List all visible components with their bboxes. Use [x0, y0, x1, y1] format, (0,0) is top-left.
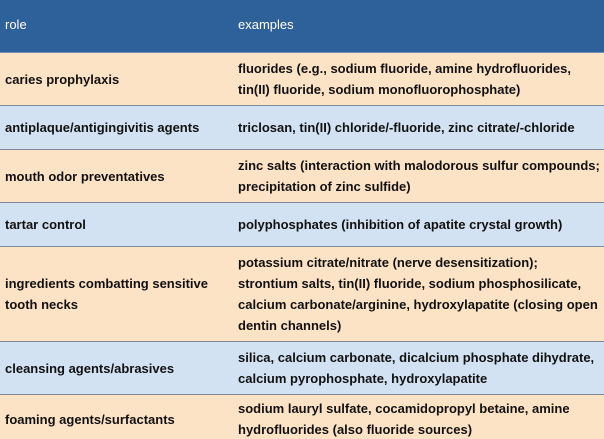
examples-cell: silica, calcium carbonate, dicalcium phosphate dihydrate, calcium pyrophosphate, hydroxylapatite [233, 342, 604, 395]
table-row [0, 53, 604, 106]
examples-cell: potassium citrate/nitrate (nerve desensitization); strontium salts, tin(II) fluoride, sodium phosphosilicate, calcium carbonate/arginine, hydroxylapatite (closing open dentin channels) [233, 247, 604, 342]
table-row [0, 247, 604, 342]
examples-cell: zinc salts (interaction with malodorous sulfur compounds; precipitation of zinc sulfide) [233, 150, 604, 203]
table-body [0, 53, 604, 439]
table-row [0, 150, 604, 203]
table-header [0, 0, 604, 53]
role-cell: foaming agents/surfactants [0, 395, 233, 439]
header-row [0, 0, 604, 53]
table-row [0, 106, 604, 150]
examples-cell: fluorides (e.g., sodium fluoride, amine hydrofluorides, tin(II) fluoride, sodium monofluorophosphate) [233, 53, 604, 106]
examples-cell: sodium lauryl sulfate, cocamidopropyl betaine, amine hydrofluorides (also fluoride sources) [233, 395, 604, 439]
table-row [0, 395, 604, 439]
role-cell: caries prophylaxis [0, 53, 233, 106]
role-cell: tartar control [0, 203, 233, 247]
role-cell: cleansing agents/abrasives [0, 342, 233, 395]
header-examples: examples [233, 0, 604, 53]
role-cell: antiplaque/antigingivitis agents [0, 106, 233, 150]
examples-cell: polyphosphates (inhibition of apatite crystal growth) [233, 203, 604, 247]
role-cell: ingredients combatting sensitive tooth necks [0, 247, 233, 342]
table-row [0, 203, 604, 247]
role-cell: mouth odor preventatives [0, 150, 233, 203]
header-role: role [0, 0, 233, 53]
table-row [0, 342, 604, 395]
examples-cell: triclosan, tin(II) chloride/-fluoride, zinc citrate/-chloride [233, 106, 604, 150]
